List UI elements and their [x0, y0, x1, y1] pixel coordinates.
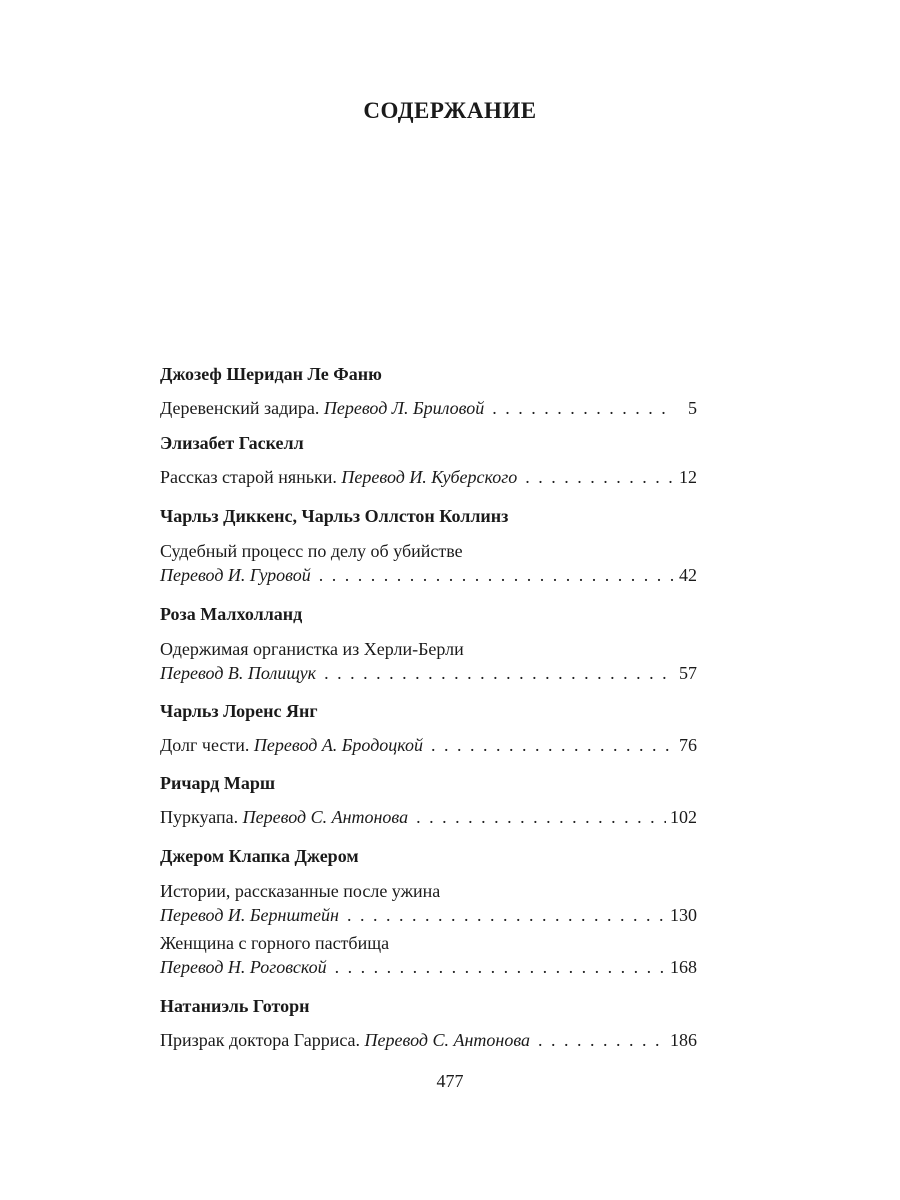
translator: Перевод В. Полищук — [160, 663, 317, 683]
toc-entry — [160, 466, 697, 488]
work-title: Долг чести. — [160, 735, 250, 755]
toc-entry — [160, 397, 697, 419]
translator: Перевод С. Антонова — [364, 1030, 531, 1050]
page-number: 5 — [688, 398, 697, 418]
translator: Перевод И. Куберского — [341, 467, 518, 487]
dot-leader — [525, 466, 675, 488]
page-folio: 477 — [436, 1071, 464, 1091]
page-number: 130 — [670, 905, 697, 925]
author-name: Ричард Марш — [160, 773, 276, 793]
toc-entry — [160, 806, 697, 828]
translator: Перевод И. Гуровой — [160, 565, 311, 585]
translator: Перевод Л. Бриловой — [323, 398, 485, 418]
toc-section — [160, 363, 697, 419]
author-name: Чарльз Диккенс, Чарльз Оллстон Коллинз — [160, 506, 509, 526]
toc-section — [160, 772, 697, 828]
author-name: Чарльз Лоренс Янг — [160, 701, 318, 721]
toc-entry — [160, 904, 697, 926]
author-name: Джозеф Шеридан Ле Фаню — [160, 364, 382, 384]
author-name: Джером Клапка Джером — [160, 846, 359, 866]
translator: Перевод И. Бернштейн — [160, 905, 339, 925]
author-name: Элизабет Гаскелл — [160, 433, 304, 453]
page-title: СОДЕРЖАНИЕ — [363, 98, 537, 123]
translator: Перевод А. Бродоцкой — [253, 735, 424, 755]
dot-leader — [492, 397, 675, 419]
dot-leader — [347, 904, 666, 926]
dot-leader — [431, 734, 675, 756]
page-number: 76 — [679, 735, 697, 755]
work-title: Женщина с горного пастбища — [160, 933, 390, 953]
work-title: Истории, рассказанные после ужина — [160, 881, 441, 901]
work-title: Пуркуапа. — [160, 807, 239, 827]
dot-leader — [416, 806, 666, 828]
toc-section — [160, 603, 697, 684]
dot-leader — [319, 564, 675, 586]
toc-entry — [160, 662, 697, 684]
page-number: 57 — [679, 663, 697, 683]
toc-section — [160, 845, 697, 978]
toc-section — [160, 432, 697, 488]
dot-leader — [335, 956, 666, 978]
author-name: Натаниэль Готорн — [160, 996, 310, 1016]
author-name: Роза Малхолланд — [160, 604, 303, 624]
dot-leader — [538, 1029, 666, 1051]
page-number: 168 — [670, 957, 697, 977]
toc-section — [160, 700, 697, 756]
translator: Перевод Н. Роговской — [160, 957, 327, 977]
toc-entry — [160, 956, 697, 978]
toc-entry — [160, 1029, 697, 1051]
toc-section — [160, 505, 697, 586]
toc-section — [160, 995, 697, 1051]
work-title: Деревенский задира. — [160, 398, 320, 418]
translator: Перевод С. Антонова — [242, 807, 409, 827]
work-title: Одержимая органистка из Херли-Берли — [160, 639, 464, 659]
dot-leader — [324, 662, 675, 684]
work-title: Рассказ старой няньки. — [160, 467, 337, 487]
page-number: 102 — [670, 807, 697, 827]
toc-entry — [160, 734, 697, 756]
work-title: Судебный процесс по делу об убийстве — [160, 541, 463, 561]
toc-entry — [160, 564, 697, 586]
work-title: Призрак доктора Гарриса. — [160, 1030, 361, 1050]
page-number: 186 — [670, 1030, 697, 1050]
page-number: 12 — [679, 467, 697, 487]
page-number: 42 — [679, 565, 697, 585]
